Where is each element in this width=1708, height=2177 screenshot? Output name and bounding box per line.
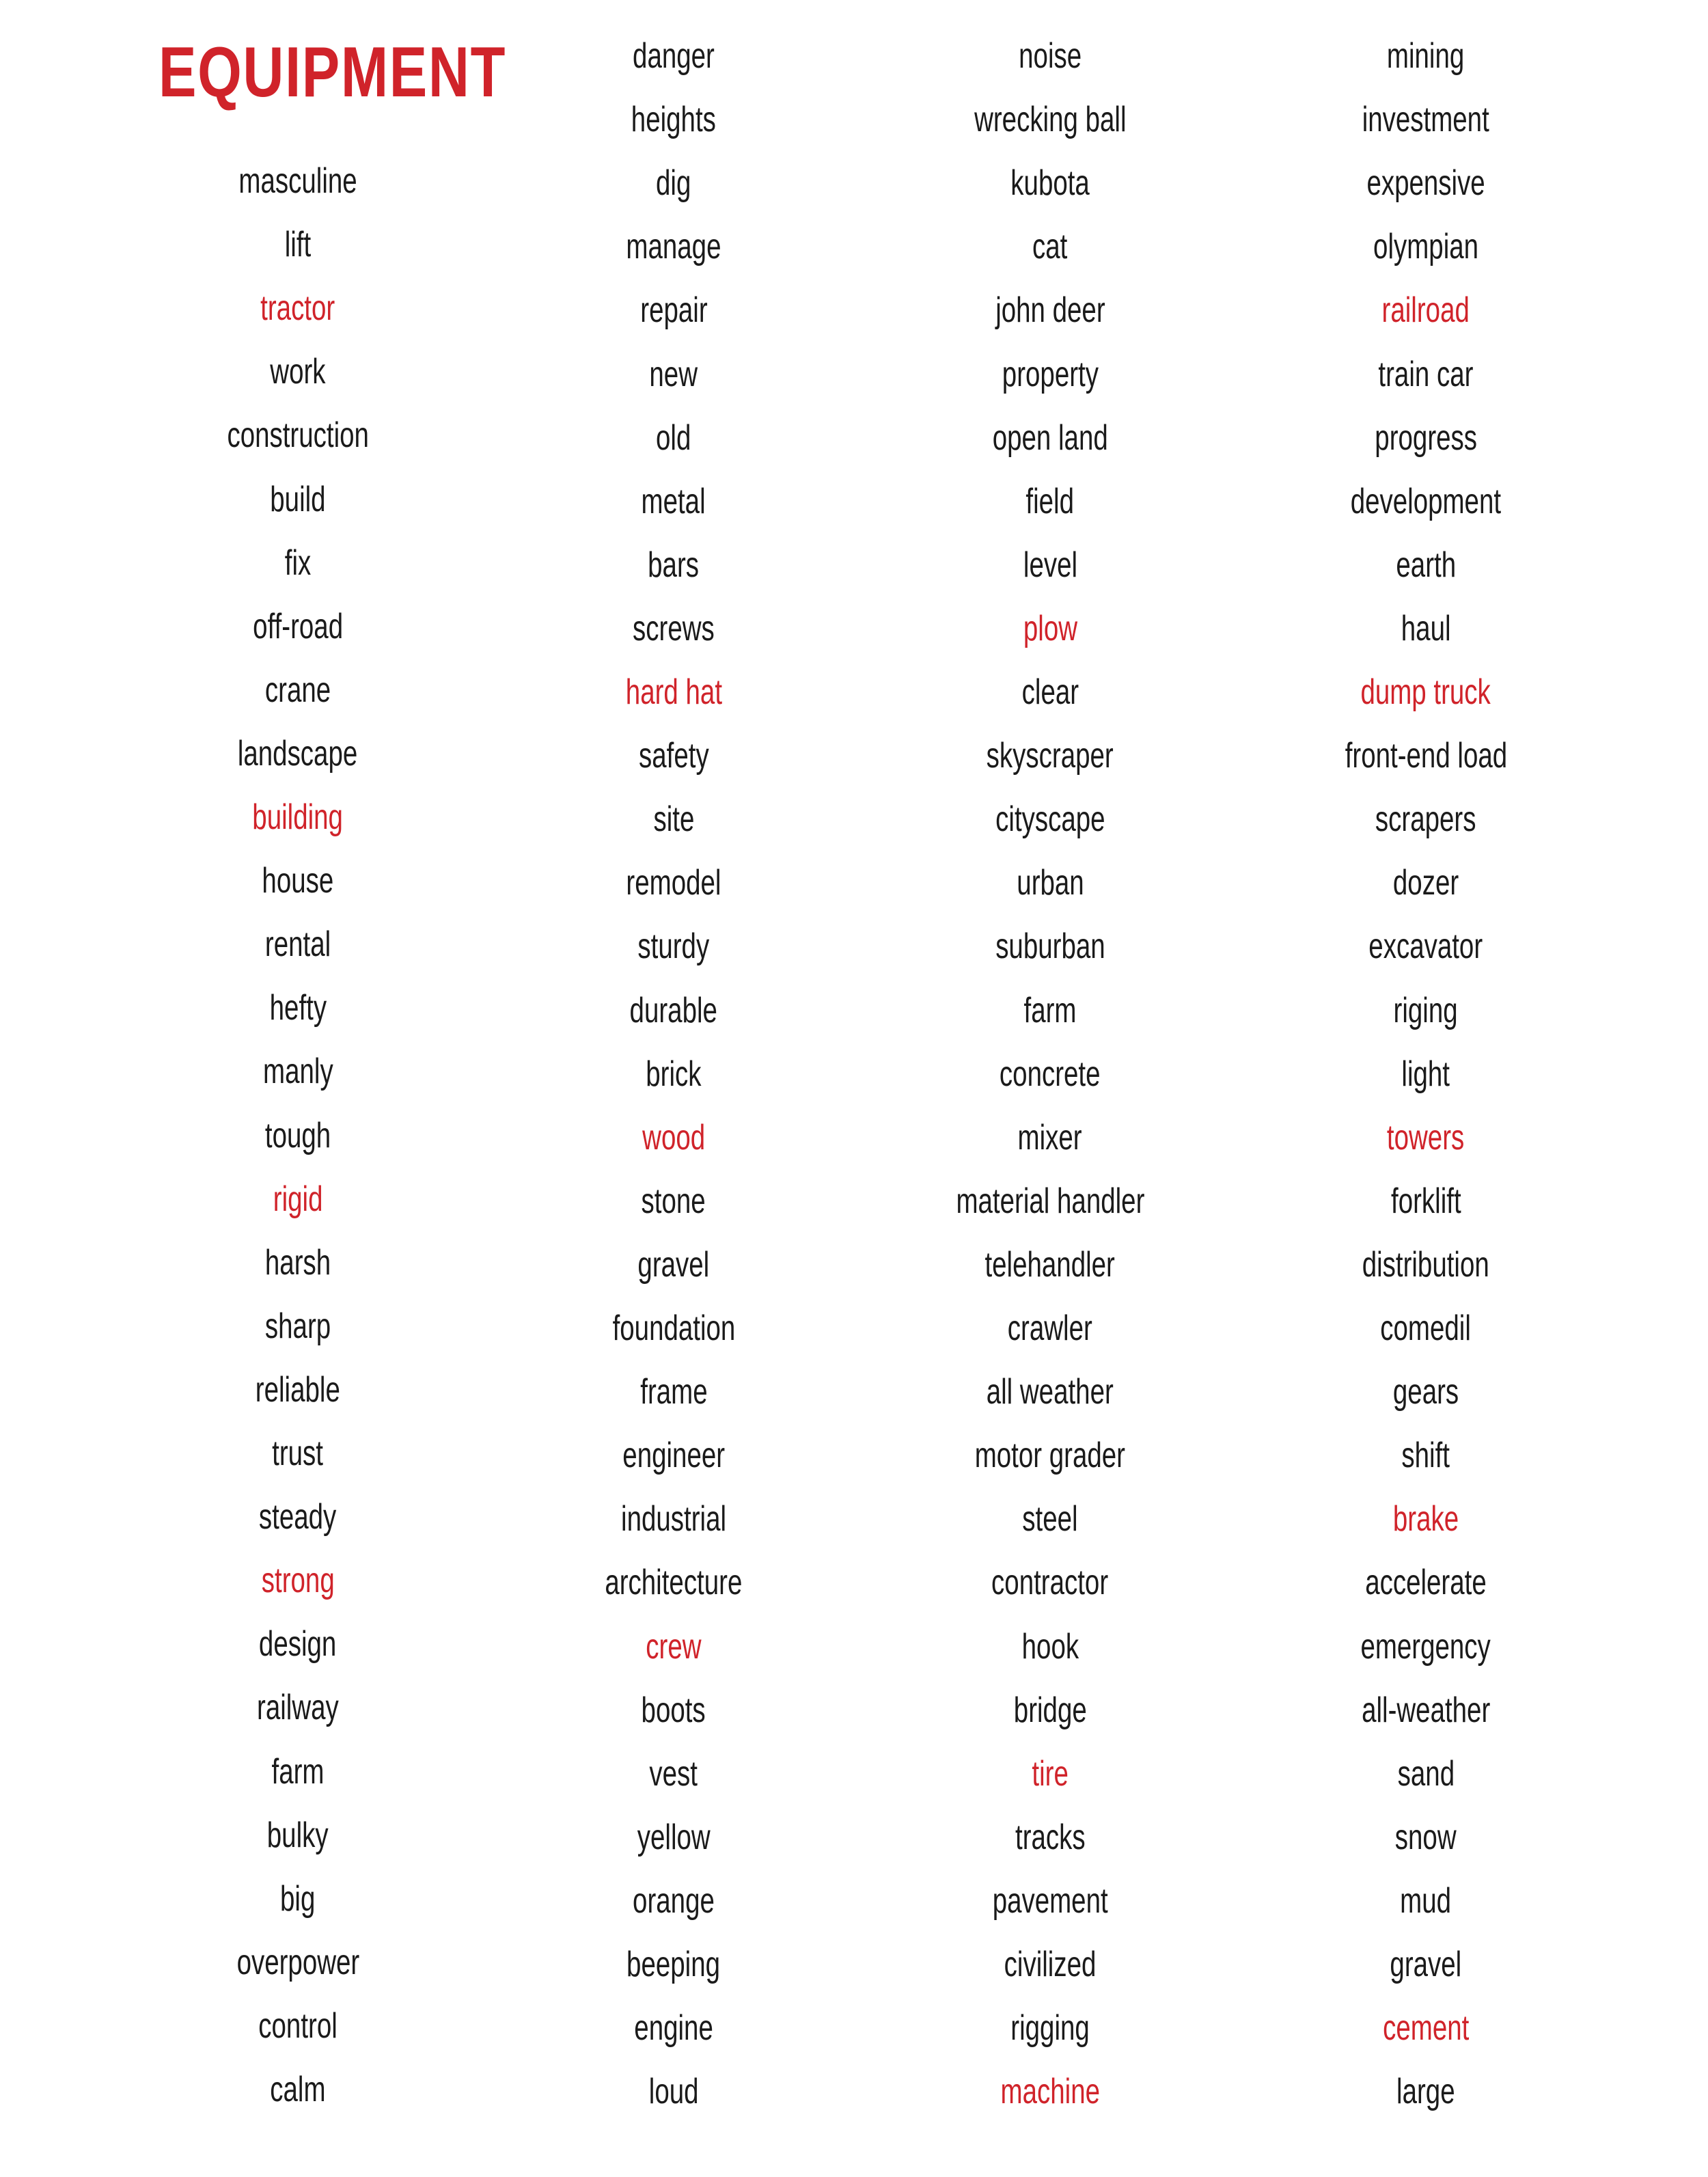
word-item [879,342,1221,406]
word-text: cityscape [995,799,1105,840]
word-text: rigging [1010,2008,1090,2049]
word-text: house [262,861,334,901]
word-text: emergency [1360,1626,1491,1667]
word-text: trust [272,1434,324,1473]
word-item [503,1615,844,1678]
word-text: overpower [236,1942,359,1982]
word-text: harsh [264,1242,331,1283]
word-item [879,88,1221,152]
word-text: large [1396,2072,1455,2112]
word-item [503,724,844,788]
word-text: all-weather [1361,1690,1491,1730]
word-item [503,1805,844,1869]
word-text: frame [639,1372,708,1412]
word-item [127,1422,469,1485]
word-text: old [656,417,691,458]
word-text: off-road [253,606,343,646]
word-text: metal [641,481,706,521]
word-item [1255,1678,1597,1742]
word-text: bars [648,545,700,585]
word-text: investment [1362,100,1490,140]
word-item [879,469,1221,533]
word-text: work [270,352,326,392]
word-text: sturdy [637,927,710,967]
word-item [879,1424,1221,1488]
word-text: excavator [1368,927,1483,967]
word-column-4 [1255,0,1597,2177]
word-text: calm [270,2070,326,2109]
word-item [1255,597,1597,660]
word-item [1255,469,1597,533]
word-text: brick [646,1054,702,1094]
word-item [879,1678,1221,1742]
word-item [1255,1169,1597,1233]
word-item [127,1867,469,1930]
word-item [503,25,844,88]
word-text: construction [227,415,369,456]
word-item [1255,1742,1597,1805]
word-text: clear [1021,672,1079,712]
word-text: remodel [626,863,721,903]
word-item [1255,406,1597,469]
word-text: riging [1393,990,1459,1030]
word-item [879,215,1221,279]
word-item [879,1042,1221,1106]
word-item [127,976,469,1040]
word-text: building [252,797,344,837]
word-item [879,1169,1221,1233]
word-item [503,1869,844,1932]
word-text: dig [656,163,691,204]
word-item [127,786,469,849]
word-text: wrecking ball [974,100,1127,140]
word-item [1255,152,1597,215]
word-item [503,1678,844,1742]
word-item [503,88,844,152]
word-text: stone [641,1181,706,1221]
word-item [879,978,1221,1042]
word-item [879,533,1221,597]
word-item [503,851,844,915]
word-item [503,533,844,597]
word-text: crawler [1007,1309,1092,1348]
word-item [503,215,844,279]
word-item [127,913,469,976]
word-item [879,597,1221,660]
word-item [503,978,844,1042]
word-item [127,340,469,404]
word-text: tough [264,1115,331,1155]
word-text: mixer [1017,1117,1083,1158]
word-item [879,1106,1221,1169]
word-text: reliable [255,1369,341,1410]
word-text: towers [1387,1117,1465,1158]
word-item [1255,279,1597,342]
word-text: orange [633,1880,715,1921]
word-text: cat [1032,227,1068,267]
word-item [127,1994,469,2057]
word-item [879,1551,1221,1615]
word-item [879,279,1221,342]
word-item [503,406,844,469]
word-text: gravel [1390,1945,1462,1984]
word-text: safety [638,736,709,776]
word-text: beeping [626,1945,721,1984]
word-text: gears [1392,1372,1459,1412]
word-text: lift [284,225,312,265]
word-text: john deer [995,290,1105,331]
word-item [503,1742,844,1805]
word-text: steady [259,1497,337,1537]
word-column-1 [127,0,469,2177]
word-text: train car [1378,354,1474,394]
word-text: wood [642,1117,705,1158]
word-text: brake [1392,1499,1459,1539]
word-text: noise [1019,36,1082,76]
word-text: repair [639,290,708,331]
word-item [1255,915,1597,978]
word-item [1255,25,1597,88]
word-item [503,1997,844,2060]
word-item [127,2058,469,2122]
word-item [1255,1297,1597,1360]
word-item [503,1360,844,1424]
word-text: hook [1021,1626,1079,1667]
word-item [127,1040,469,1104]
word-item [127,1231,469,1294]
word-text: site [653,799,694,840]
word-text: crew [646,1626,702,1667]
word-item [503,1233,844,1296]
word-text: build [270,479,326,519]
word-item [503,342,844,406]
word-text: scrapers [1375,799,1476,840]
word-text: forklift [1390,1181,1461,1221]
word-text: railroad [1381,290,1470,331]
word-text: engine [634,2008,713,2049]
word-text: motor grader [974,1436,1126,1476]
word-text: rental [264,925,331,965]
word-text: machine [1000,2072,1100,2112]
word-item [503,1169,844,1233]
word-item [503,1042,844,1106]
word-item [1255,661,1597,724]
word-text: screws [633,608,715,648]
word-item [503,661,844,724]
word-item [1255,724,1597,788]
word-item [127,1803,469,1867]
word-text: civilized [1004,1945,1097,1984]
word-text: earth [1396,545,1456,585]
word-text: farm [271,1751,325,1792]
word-text: boots [641,1690,706,1730]
word-item [879,1360,1221,1424]
word-text: expensive [1366,163,1485,204]
word-text: tire [1032,1753,1069,1794]
word-item [503,1551,844,1615]
word-text: field [1025,481,1075,521]
word-item [503,915,844,978]
word-text: light [1401,1054,1450,1094]
word-text: architecture [605,1563,743,1603]
word-item [879,1488,1221,1551]
word-text: vest [649,1753,698,1794]
word-text: skyscraper [986,736,1114,776]
word-text: olympian [1373,227,1478,267]
word-text: comedil [1380,1309,1472,1348]
word-text: masculine [238,161,357,201]
word-text: sharp [264,1306,331,1346]
word-text: material handler [956,1181,1144,1221]
word-text: railway [257,1688,339,1728]
word-column-2 [503,0,844,2177]
word-item [127,722,469,785]
word-item [127,277,469,340]
word-item [879,152,1221,215]
word-item [879,2060,1221,2124]
word-item [127,213,469,277]
word-text: control [258,2005,338,2046]
word-text: level [1023,545,1077,585]
word-text: tracks [1015,1817,1086,1857]
word-item [1255,851,1597,915]
word-item [879,661,1221,724]
word-item [127,1676,469,1740]
word-item [1255,1869,1597,1932]
word-text: progress [1375,417,1477,458]
word-item [1255,1488,1597,1551]
word-item [127,1930,469,1994]
word-item [127,1294,469,1358]
word-text: danger [633,36,715,76]
word-text: fix [284,543,312,583]
word-item [1255,978,1597,1042]
word-text: tractor [260,288,335,329]
word-text: big [280,1878,316,1919]
word-text: foundation [612,1309,735,1348]
word-text: engineer [622,1436,725,1476]
word-text: design [259,1624,337,1665]
word-item [127,1549,469,1613]
word-text: hefty [269,988,327,1028]
word-text: contractor [991,1563,1109,1603]
word-text: property [1002,354,1099,394]
word-item [127,1740,469,1803]
word-item [127,404,469,467]
word-item [127,531,469,594]
word-item [127,467,469,531]
word-item [879,1933,1221,1997]
word-text: heights [631,100,717,140]
word-text: new [649,354,698,394]
word-text: dozer [1392,863,1459,903]
word-text: snow [1395,1817,1457,1857]
word-text: farm [1023,990,1077,1030]
word-item [1255,1424,1597,1488]
word-column-3 [879,0,1221,2177]
word-text: durable [629,990,718,1030]
word-item [503,1933,844,1997]
word-item [503,597,844,660]
word-item [503,1424,844,1488]
word-item [1255,1233,1597,1296]
word-text: mining [1387,36,1465,76]
word-item [127,594,469,658]
word-text: yellow [637,1817,711,1857]
word-text: strong [261,1561,335,1601]
word-item [1255,1042,1597,1106]
word-item [127,1613,469,1676]
word-text: cement [1382,2008,1470,2049]
word-item [1255,1615,1597,1678]
word-text: loud [648,2072,699,2112]
word-item [1255,342,1597,406]
word-text: hard hat [625,672,722,712]
word-item [1255,2060,1597,2124]
word-text: development [1350,481,1502,521]
word-item [1255,1360,1597,1424]
word-item [503,469,844,533]
word-item [879,788,1221,851]
word-text: accelerate [1365,1563,1487,1603]
word-text: urban [1016,863,1084,903]
word-text: dump truck [1360,672,1491,712]
word-item [879,25,1221,88]
word-text: bridge [1013,1690,1087,1730]
word-text: plow [1023,608,1077,648]
word-item [879,1869,1221,1932]
word-item [503,1106,844,1169]
word-item [879,1615,1221,1678]
word-text: open land [992,417,1108,458]
word-item [879,1233,1221,1296]
word-item [127,658,469,722]
word-text: bulky [267,1815,329,1855]
word-item [879,406,1221,469]
page-title: EQUIPMENT [159,33,507,112]
word-item [879,1742,1221,1805]
word-text: concrete [1000,1054,1101,1094]
word-item [503,152,844,215]
word-item [879,724,1221,788]
word-text: industrial [620,1499,726,1539]
word-item [503,1297,844,1360]
word-text: front-end load [1345,736,1507,776]
word-item [503,279,844,342]
word-item [1255,533,1597,597]
word-item [127,1485,469,1549]
word-text: sand [1397,1753,1455,1794]
word-item [503,2060,844,2124]
word-text: telehandler [984,1244,1116,1285]
word-item [879,851,1221,915]
word-item [879,1997,1221,2060]
word-item [1255,1997,1597,2060]
word-text: haul [1401,608,1451,648]
word-text: pavement [992,1880,1108,1921]
word-text: manage [626,227,721,267]
word-item [127,1358,469,1421]
word-item [127,150,469,213]
word-item [1255,215,1597,279]
word-item [127,1104,469,1167]
word-item [1255,1933,1597,1997]
word-text: suburban [995,927,1105,967]
word-item [127,1167,469,1231]
word-item [1255,1106,1597,1169]
word-item [879,1805,1221,1869]
word-item [1255,1551,1597,1615]
word-text: landscape [238,733,358,773]
word-item [503,788,844,851]
word-item [1255,88,1597,152]
word-text: all weather [986,1372,1114,1412]
word-text: distribution [1362,1244,1490,1285]
word-text: mud [1400,1880,1452,1921]
word-text: shift [1401,1436,1450,1476]
word-text: steel [1022,1499,1078,1539]
word-item [879,915,1221,978]
word-text: gravel [637,1244,710,1285]
word-item [879,1297,1221,1360]
word-item [1255,788,1597,851]
word-item [1255,1805,1597,1869]
word-text: crane [264,670,331,710]
word-item [503,1488,844,1551]
word-item [127,849,469,913]
word-text: kubota [1010,163,1090,204]
word-text: rigid [273,1179,323,1219]
word-text: manly [262,1052,333,1092]
